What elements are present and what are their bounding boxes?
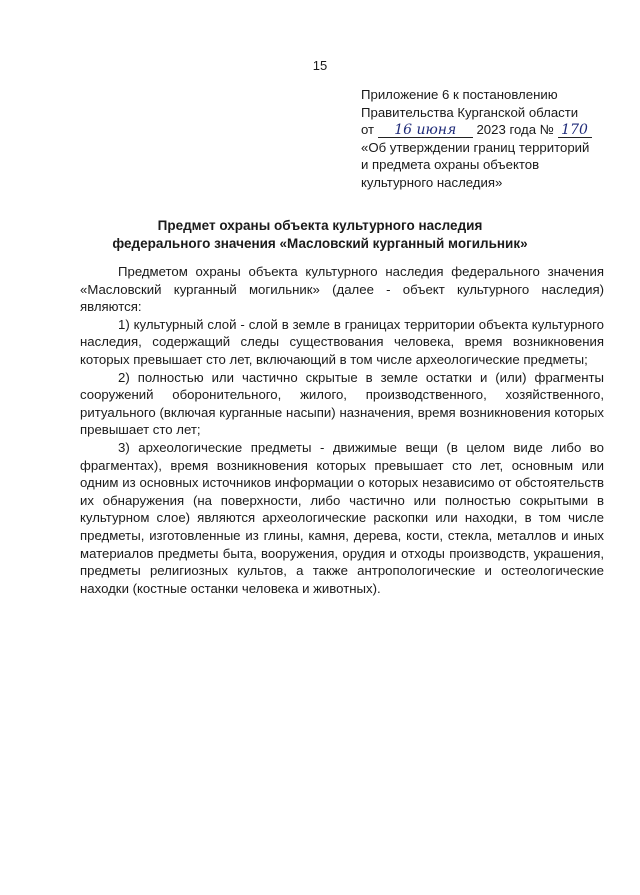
appendix-line-2: Правительства Курганской области xyxy=(361,104,579,120)
appendix-date-line xyxy=(361,121,621,139)
appendix-header xyxy=(361,86,621,191)
title-line-2: федерального значения «Масловский курганный могильник» xyxy=(112,235,528,251)
handwritten-number: 170 xyxy=(558,123,592,138)
appendix-line-1: Приложение 6 к постановлению xyxy=(361,87,558,102)
paragraph-intro: Предметом охраны объекта культурного наследия федерального значения «Масловский курганный могильник» (далее - объект культурного наследия) являются: xyxy=(80,264,604,315)
paragraph-item-1: 1) культурный слой - слой в земле в границах территории объекта культурного наследия, содержащий следы существования человека, время возникновения которых превышает сто лет, включающий в том числе археологические предметы; xyxy=(80,316,604,367)
from-label: от xyxy=(361,122,375,137)
title-line-1: Предмет охраны объекта культурного наследия xyxy=(157,218,483,233)
paragraph-item-3: 3) археологические предметы - движимые вещи (в целом виде либо во фрагментах), время возникновения которых превышает сто лет, основным или одним из основных источников информации о которых независимо от обстоятельств их обнаружения (на поверхности, либо частично или полностью сокрытыми в культурном слое) являются археологические раскопки или находки, в том числе предметы, изготовленные из глины, камня, дерева, кости, стекла, металлов и иных материалов предметы быта, вооружения, орудия и отходы производств, украшения, предметы религиозных культов, а также антропологические и остеологические находки (костные останки человека и животных). xyxy=(80,439,604,596)
paragraph-item-2: 2) полностью или частично скрытые в земле остатки и (или) фрагменты сооружений оборонительного, жилого, производственного, хозяйственного, ритуального (включая курганные насыпи) назначения, время возникновения которых превышает сто лет; xyxy=(80,369,604,438)
appendix-line-4: «Об утверждении границ территорий xyxy=(361,139,590,155)
page-number: 15 xyxy=(312,58,328,73)
number-sign: № xyxy=(539,122,554,137)
year-label: 2023 года xyxy=(476,122,537,137)
appendix-line-6: культурного наследия» xyxy=(361,174,503,190)
document-title xyxy=(0,217,640,252)
document-body xyxy=(80,263,604,597)
appendix-line-5: и предмета охраны объектов xyxy=(361,157,540,172)
handwritten-date: 16 июня xyxy=(378,123,473,138)
